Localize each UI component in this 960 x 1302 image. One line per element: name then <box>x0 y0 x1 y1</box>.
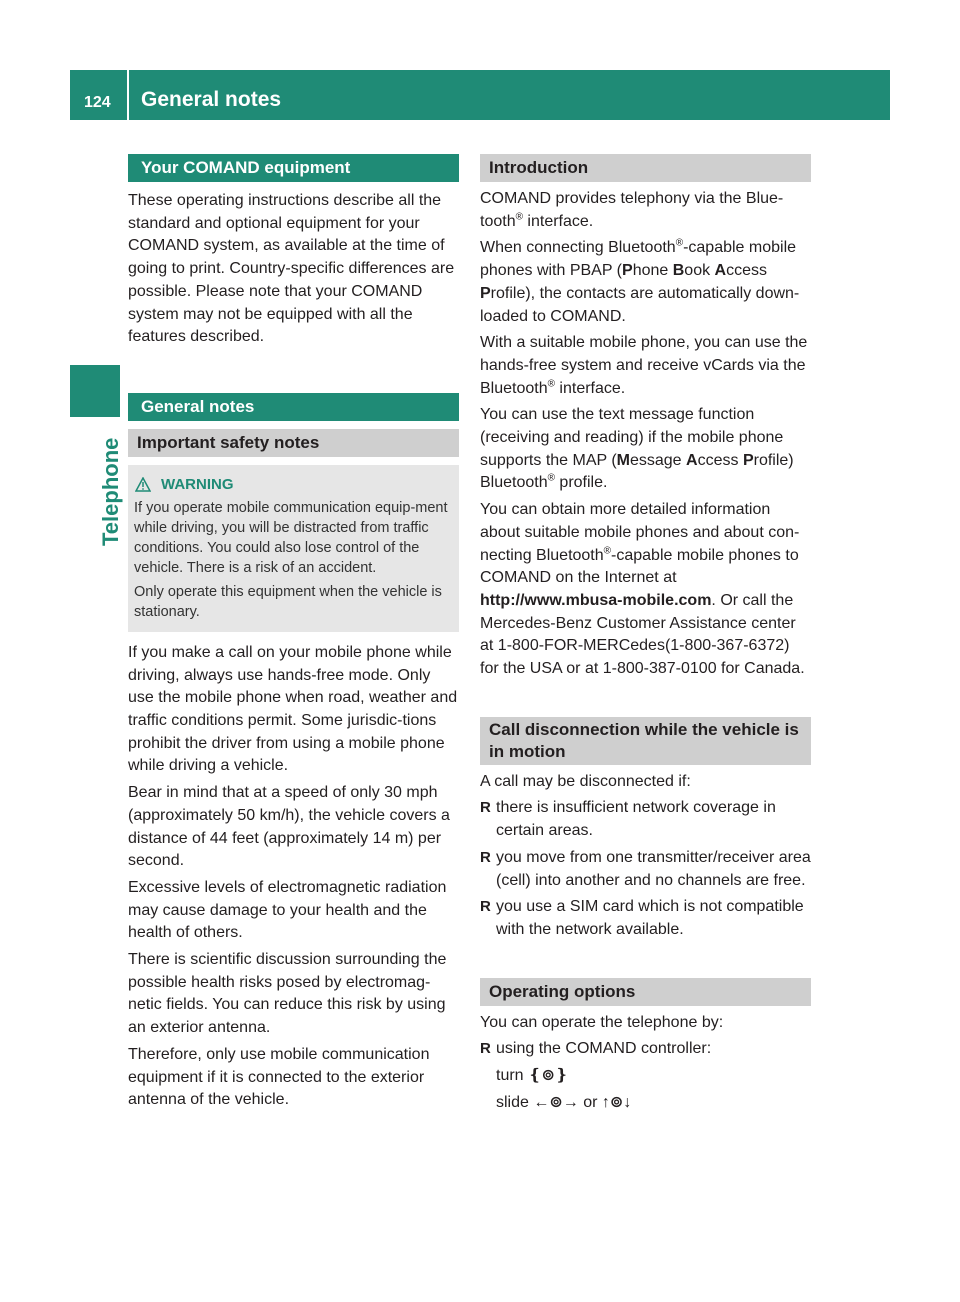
side-block <box>70 365 120 417</box>
text: -capable mobile phones to COMAND on the Internet at <box>480 546 799 587</box>
your-comand-heading: Your COMAND equipment <box>128 154 459 182</box>
list-item <box>480 1038 811 1061</box>
text: COMAND provides telephony via the Blue-tooth <box>480 190 784 230</box>
warning-text-1: If you operate mobile communication equip-ment while driving, you will be distracted from traffic conditions. You could also lose control of the vehicle. There is a risk of an accident. <box>134 499 448 576</box>
registered-mark: ® <box>515 211 523 223</box>
operating-options-heading: Operating options <box>480 978 811 1006</box>
registered-mark: ® <box>675 238 684 250</box>
text: slide <box>496 1093 529 1111</box>
side-tab-label: Telephone <box>98 437 123 546</box>
text: . Or call the Mercedes-Benz Customer Assistance center at 1-800-FOR-MERCedes(1-800-367-6372) for the USA or at 1-800-387-0100 for Canada. <box>480 591 805 678</box>
paragraph-4: There is scientific discussion surrounding the possible health risks posed by electromag-netic fields. You can reduce this risk by using an exterior antenna. <box>128 951 447 1037</box>
text: essage <box>629 451 687 469</box>
slide-instruction <box>480 1092 811 1115</box>
text: A <box>686 451 698 469</box>
text: A <box>714 262 727 280</box>
text: turn <box>496 1067 524 1085</box>
text: When connecting Bluetooth <box>480 239 676 257</box>
intro-paragraph-1 <box>480 188 811 233</box>
bullet-mark: R <box>480 1040 491 1058</box>
text: rofile), the contacts are automatically down-loaded to COMAND. <box>480 284 800 325</box>
text: With a suitable mobile phone, you can use the hands-free system and receive vCards via the Bluetooth <box>480 334 808 397</box>
your-comand-text: These operating instructions describe all the standard and optional equipment for your COMAND system, as available at the time of going to print. Country-specific differences are possible. Please note that your COMAND system may not be equipped with all the features described. <box>128 192 455 346</box>
text: -capable mobile phones with PBAP ( <box>480 239 797 280</box>
left-column <box>128 154 459 1116</box>
call-disconnection-heading: Call disconnection while the vehicle is in motion <box>480 717 811 765</box>
bullet-mark: R <box>480 898 491 916</box>
text: P <box>622 262 633 280</box>
paragraph-2: Bear in mind that at a speed of only 30 mph (approximately 50 km/h), the vehicle covers a distance of 44 feet (approximately 14 m) per second. <box>128 784 450 870</box>
text: P <box>742 451 754 469</box>
text: M <box>616 451 630 469</box>
warning-title <box>134 475 451 495</box>
text: Bluetooth <box>480 474 548 492</box>
text: ccess <box>726 262 768 280</box>
text: P <box>480 284 491 302</box>
right-column <box>480 154 811 1119</box>
intro-paragraph-4 <box>480 404 811 495</box>
text: ccess <box>697 451 743 469</box>
introduction-heading: Introduction <box>480 154 811 182</box>
text: rofile) <box>753 451 794 469</box>
controller-slide-vertical-icon: ↑⊚↓ <box>601 1093 632 1111</box>
bullet-mark: R <box>480 848 491 866</box>
list-item <box>480 847 811 892</box>
intro-paragraph-3 <box>480 332 811 400</box>
text: or <box>583 1093 598 1111</box>
paragraph-3: Excessive levels of electromagnetic radiation may cause damage to your health and the health of others. <box>128 878 447 942</box>
registered-mark: ® <box>547 378 555 390</box>
list-item-text: there is insufficient network coverage in certain areas. <box>496 799 776 840</box>
warning-label: WARNING <box>161 475 234 493</box>
intro-paragraph-2 <box>480 237 811 328</box>
registered-mark: ® <box>603 545 612 557</box>
warning-box <box>128 465 459 632</box>
important-safety-heading: Important safety notes <box>128 429 459 457</box>
general-notes-heading: General notes <box>128 393 459 421</box>
list-item-text: you move from one transmitter/receiver area (cell) into another and no channels are free. <box>496 848 811 889</box>
text: interface. <box>554 379 626 397</box>
text: B <box>672 262 685 280</box>
page-title: General notes <box>141 88 282 111</box>
call-disconnection-intro: A call may be disconnected if: <box>480 772 691 790</box>
registered-mark: ® <box>547 473 555 485</box>
controller-slide-horizontal-icon: ←⊚→ <box>533 1093 579 1111</box>
warning-text-2: Only operate this equipment when the vehicle is stationary. <box>134 583 442 620</box>
text: You can use the text message function (receiving and reading) if the mobile phone supports the MAP ( <box>480 406 784 469</box>
intro-paragraph-5 <box>480 499 811 681</box>
text: profile. <box>554 474 608 492</box>
paragraph-5: Therefore, only use mobile communication equipment if it is connected to the exterior antenna of the vehicle. <box>128 1045 430 1109</box>
operating-options-intro: You can operate the telephone by: <box>480 1013 724 1031</box>
list-item-text: using the COMAND controller: <box>496 1040 712 1058</box>
text: You can obtain more detailed information about suitable mobile phones and about con-necting Bluetooth <box>480 501 800 564</box>
page-number: 124 <box>84 94 111 111</box>
paragraph-1: If you make a call on your mobile phone while driving, always use hands-free mode. Only use the mobile phone when road, weather and traffic conditions permit. Some jurisdic-tions prohibit the driver from using a mobile phone while driving a vehicle. <box>128 643 458 775</box>
warning-triangle-icon <box>135 477 151 492</box>
header-divider <box>127 70 129 120</box>
text: ook <box>684 262 715 280</box>
list-item-text: you use a SIM card which is not compatible with the network available. <box>496 898 804 938</box>
text: interface. <box>522 212 594 230</box>
text: hone <box>632 262 673 280</box>
list-item <box>480 797 811 842</box>
turn-instruction <box>480 1065 811 1088</box>
list-item <box>480 896 811 941</box>
bullet-mark: R <box>480 799 491 817</box>
website-url[interactable]: http://www.mbusa-mobile.com <box>480 591 712 609</box>
controller-turn-icon: ❴⊚❵ <box>528 1067 569 1085</box>
